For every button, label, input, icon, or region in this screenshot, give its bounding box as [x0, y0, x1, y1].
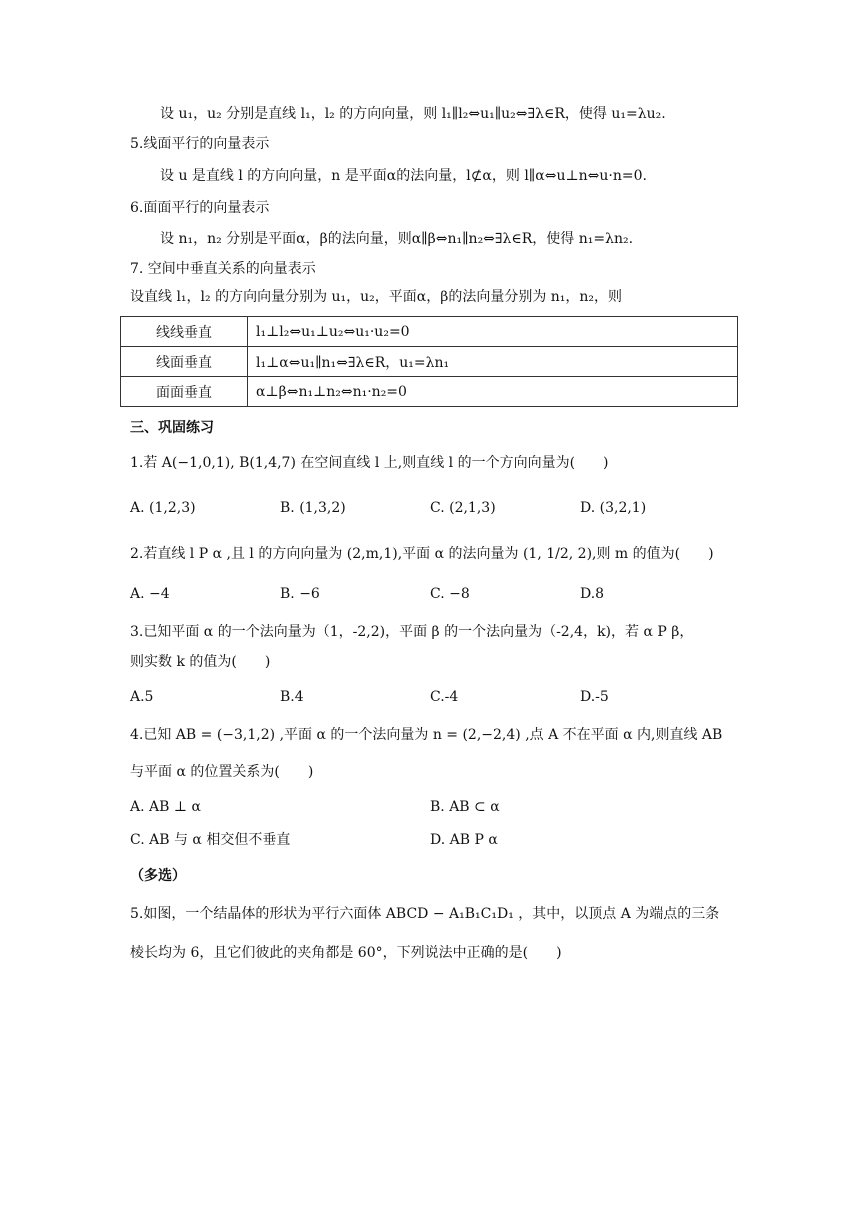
q4-option-b: B. AB ⊂ α: [430, 799, 500, 815]
text-line: 设 u₁，u₂ 分别是直线 l₁，l₂ 的方向向量，则 l₁∥l₂⇔u₁∥u₂⇔∃λ∈R，使得 u₁=λu₂.: [160, 106, 666, 122]
table-cell-value: l₁⊥α⇔u₁∥n₁⇔∃λ∈R，u₁=λn₁: [248, 347, 738, 377]
text-line: 设 u 是直线 l 的方向向量，n 是平面α的法向量，l⊄α，则 l∥α⇔u⊥n⇔u·n=0.: [160, 168, 647, 184]
question-3-stem-cont: 则实数 k 的值为( ): [130, 654, 271, 670]
q1-option-a: A. (1,2,3): [130, 500, 196, 516]
table-cell-key: 线线垂直: [121, 317, 248, 347]
q4-option-d: D. AB P α: [430, 832, 498, 848]
heading-7: 7. 空间中垂直关系的向量表示: [130, 261, 316, 277]
question-5-stem-cont: 棱长均为 6，且它们彼此的夹角都是 60°，下列说法中正确的是( ): [130, 945, 562, 961]
question-2-stem: 2.若直线 l P α ,且 l 的方向向量为 (2,m,1),平面 α 的法向量为 (1, 1/2, 2),则 m 的值为( ): [130, 546, 714, 562]
q2-option-a: A. −4: [130, 586, 170, 602]
table-cell-value: α⊥β⇔n₁⊥n₂⇔n₁·n₂=0: [248, 377, 738, 407]
q3-option-a: A.5: [130, 689, 154, 705]
q4-option-c: C. AB 与 α 相交但不垂直: [130, 832, 291, 848]
q2-option-c: C. −8: [430, 586, 470, 602]
heading-5: 5.线面平行的向量表示: [130, 136, 270, 152]
question-4-stem-cont: 与平面 α 的位置关系为( ): [130, 764, 314, 780]
q2-option-d: D.8: [580, 586, 605, 602]
text-line: 设直线 l₁，l₂ 的方向向量分别为 u₁，u₂，平面α，β的法向量分别为 n₁，n₂，则: [130, 289, 623, 305]
q1-option-b: B. (1,3,2): [280, 500, 346, 516]
table-row: [121, 317, 738, 347]
question-1-stem: 1.若 A(−1,0,1), B(1,4,7) 在空间直线 l 上,则直线 l 的一个方向向量为( ): [130, 455, 609, 471]
text-line: 设 n₁，n₂ 分别是平面α，β的法向量，则α∥β⇔n₁∥n₂⇔∃λ∈R，使得 n₁=λn₂.: [160, 231, 634, 247]
q3-option-d: D.-5: [580, 689, 609, 705]
perpendicular-table: [120, 316, 738, 407]
table-cell-key: 面面垂直: [121, 377, 248, 407]
multi-choice-label: （多选）: [130, 868, 186, 884]
question-5-stem: 5.如图，一个结晶体的形状为平行六面体 ABCD − A₁B₁C₁D₁ ，其中，以顶点 A 为端点的三条: [130, 906, 720, 922]
table-cell-value: l₁⊥l₂⇔u₁⊥u₂⇔u₁·u₂=0: [248, 317, 738, 347]
q2-option-b: B. −6: [280, 586, 320, 602]
heading-6: 6.面面平行的向量表示: [130, 200, 270, 216]
table-cell-key: 线面垂直: [121, 347, 248, 377]
q4-option-a: A. AB ⊥ α: [130, 799, 201, 815]
q1-option-c: C. (2,1,3): [430, 500, 496, 516]
q3-option-c: C.-4: [430, 689, 459, 705]
q1-option-d: D. (3,2,1): [580, 500, 647, 516]
q3-option-b: B.4: [280, 689, 304, 705]
question-4-stem: 4.已知 AB = (−3,1,2) ,平面 α 的一个法向量为 n = (2,−2,4) ,点 A 不在平面 α 内,则直线 AB: [130, 727, 723, 743]
section-title: 三、巩固练习: [130, 420, 214, 436]
question-3-stem: 3.已知平面 α 的一个法向量为（1，-2,2)，平面 β 的一个法向量为（-2,4，k)，若 α P β，: [130, 624, 694, 640]
table-row: [121, 377, 738, 407]
table-row: [121, 347, 738, 377]
